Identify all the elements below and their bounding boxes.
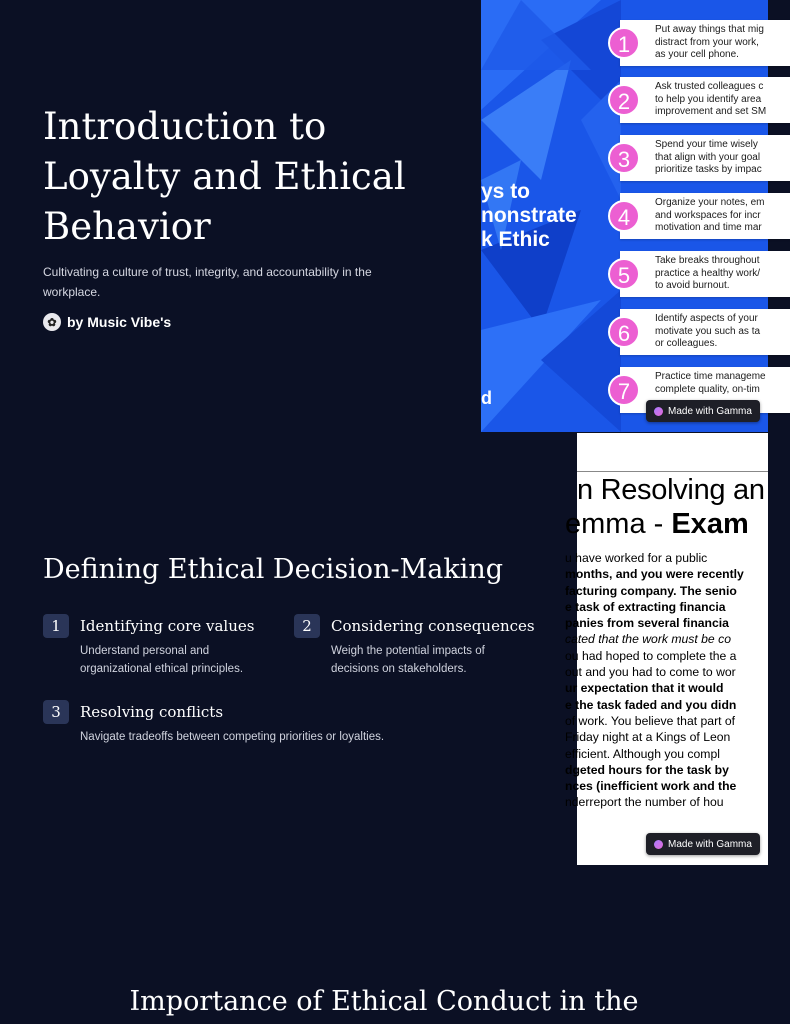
- slide-subtitle: Cultivating a culture of trust, integrity, and accountability in the workplace.: [43, 265, 372, 299]
- step-text: Organize your notes, em and workspaces for incr motivation and time mar: [655, 197, 765, 233]
- gamma-logo-icon: [654, 840, 663, 849]
- decision-step: [294, 614, 534, 684]
- step-number: 7: [608, 374, 640, 406]
- step-number-badge: 3: [43, 700, 69, 724]
- step-title: Resolving conflicts: [80, 703, 224, 721]
- list-item: [600, 77, 780, 123]
- step-number: 5: [608, 258, 640, 290]
- image-title-line: ys to: [481, 180, 531, 203]
- doc-heading-line: n Resolving an: [577, 471, 768, 507]
- made-with-gamma-badge[interactable]: [646, 400, 760, 422]
- step-number-badge: 1: [43, 614, 69, 638]
- author-name: by Music Vibe's: [67, 314, 172, 330]
- decision-step: [43, 700, 443, 760]
- list-item: [600, 193, 780, 239]
- dilemma-example-image: [565, 433, 768, 865]
- step-description: Weigh the potential impacts of decisions on stakeholders.: [331, 645, 485, 675]
- step-number: 2: [608, 84, 640, 116]
- author-byline[interactable]: [43, 313, 171, 331]
- step-title: Identifying core values: [80, 617, 255, 635]
- step-text: Spend your time wisely that align with your goal prioritize tasks by impac: [655, 139, 762, 175]
- doc-body-text: u have worked for a public months, and you were recently facturing company. The senio e task of extracting financia panies from several financia cated that the work must be co ou had hoped to complete the a out and you had to come to wor ur expectation that it would e the task faded and you didn of work. You believe that part of Friday night at a Kings of Leon efficient. Although you compl dgeted hours for the task by nces (inefficient work and the nderreport the number of hou: [565, 551, 744, 810]
- image-title-line: nonstrate: [481, 204, 577, 227]
- slide-title: Introduction to Loyalty and Ethical Behavior: [43, 105, 406, 248]
- step-text: Identify aspects of your motivate you such as ta or colleagues.: [655, 313, 761, 349]
- step-number: 4: [608, 200, 640, 232]
- decision-step: [43, 614, 283, 684]
- gamma-logo-icon: [654, 407, 663, 416]
- badge-label: Made with Gamma: [668, 405, 752, 417]
- step-number-badge: 2: [294, 614, 320, 638]
- badge-label: Made with Gamma: [668, 838, 752, 850]
- step-text: Practice time manageme complete quality, on-tim: [655, 371, 766, 395]
- step-number: 1: [608, 27, 640, 59]
- doc-heading-line: emma - Exam: [565, 508, 749, 540]
- image-title: [481, 180, 577, 252]
- section-heading: Importance of Ethical Conduct in the: [129, 986, 639, 1017]
- step-text: Ask trusted colleagues c to help you identify area improvement and set SM: [655, 81, 767, 117]
- section-heading: Defining Ethical Decision-Making: [43, 554, 503, 585]
- step-number: 6: [608, 316, 640, 348]
- step-text: Take breaks throughout practice a healthy work/ to avoid burnout.: [655, 255, 761, 291]
- avatar: ✿: [43, 313, 61, 331]
- list-item: [600, 251, 780, 297]
- made-with-gamma-badge[interactable]: [646, 833, 760, 855]
- list-item: [600, 309, 780, 355]
- list-item: [600, 20, 780, 66]
- step-description: Navigate tradeoffs between competing priorities or loyalties.: [80, 731, 385, 743]
- step-text: Put away things that mig distract from your work, as your cell phone.: [655, 24, 764, 60]
- list-item: [600, 135, 780, 181]
- step-description: Understand personal and organizational ethical principles.: [80, 645, 244, 675]
- step-number: 3: [608, 142, 640, 174]
- image-title-line: k Ethic: [481, 228, 550, 251]
- step-title: Considering consequences: [331, 617, 535, 635]
- image-footer-text: d: [481, 388, 492, 408]
